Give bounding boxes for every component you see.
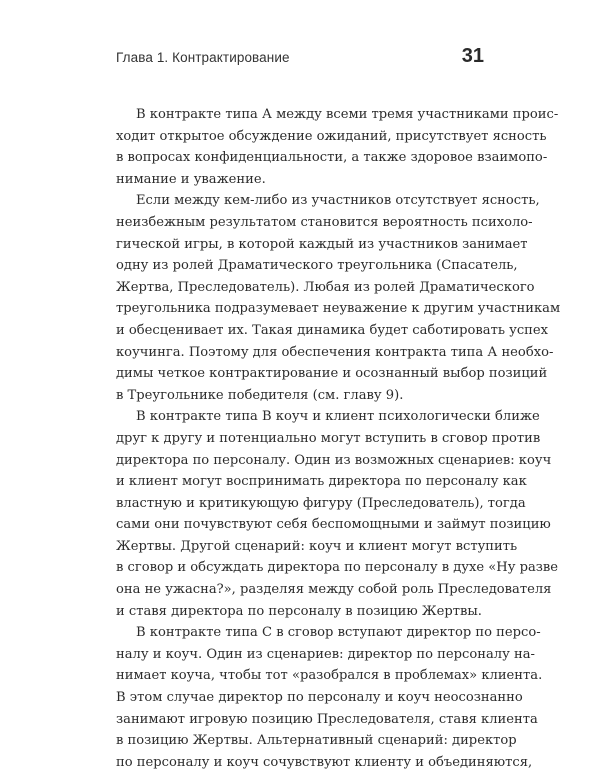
running-head: Глава 1. Контрактирование [116,50,290,65]
text-line: в вопросах конфиденциальности, а также здоровое взаимопо- [116,150,548,166]
text-line: гической игры, в которой каждый из участников занимает [116,236,528,252]
text-line: занимают игровую позицию Преследователя, ставя клиента [116,711,538,727]
text-line: в сговор и обсуждать директора по персоналу в духе «Ну разве [116,560,559,576]
text-line: В контракте типа А между всеми тремя участниками проис- [136,107,559,122]
body-text [116,104,561,773]
text-line: друг к другу и потенциально могут вступить в сговор против [116,430,541,446]
text-line: нимает коуча, чтобы тот «разобрался в проблемах» клиента. [116,668,543,684]
text-line: Жертва, Преследователь). Любая из ролей Драматического [116,279,535,295]
text-line: В этом случае директор по персоналу и коуч неосознанно [116,690,523,706]
text-line: треугольника подразумевает неуважение к другим участникам [116,301,561,317]
text-line: налу и коуч. Один из сценариев: директор по персоналу на- [116,646,535,662]
text-line: по персоналу и коуч сочувствуют клиенту и объединяются, [116,754,533,770]
text-line: неизбежным результатом становится вероятность психоло- [116,214,533,230]
text-line: В контракте типа С в сговор вступают директор по персо- [136,625,541,641]
text-line: нимание и уважение. [116,171,266,187]
text-line: и обесценивает их. Такая динамика будет саботировать успех [116,322,549,338]
text-line: коучинга. Поэтому для обеспечения контракта типа А необхо- [116,344,554,360]
text-line: ходит открытое обсуждение ожиданий, присутствует ясность [116,128,547,144]
text-line: одну из ролей Драматического треугольника (Спасатель, [116,258,518,274]
text-line: и клиент могут воспринимать директора по персоналу как [116,474,527,490]
text-line: димы четкое контрактирование и осознанный выбор позиций [116,366,548,382]
text-line: в позицию Жертвы. Альтернативный сценарий: директор [116,733,517,749]
text-line: властную и критикующую фигуру (Преследователь), тогда [116,495,526,511]
text-line: в Треугольнике победителя (см. главу 9). [116,387,404,403]
text-line: она не ужасна?», разделяя между собой роль Преследователя [116,582,552,598]
text-line: сами они почувствуют себя беспомощными и займут позицию [116,517,551,533]
text-line: Если между кем-либо из участников отсутствует ясность, [136,193,540,209]
text-line: директора по персоналу. Один из возможных сценариев: коуч [116,452,552,468]
text-line: Жертвы. Другой сценарий: коуч и клиент могут вступить [116,538,518,554]
text-line: и ставя директора по персоналу в позицию Жертвы. [116,603,482,619]
text-line: В контракте типа В коуч и клиент психологически ближе [136,409,540,425]
page-number: 31 [461,45,484,67]
